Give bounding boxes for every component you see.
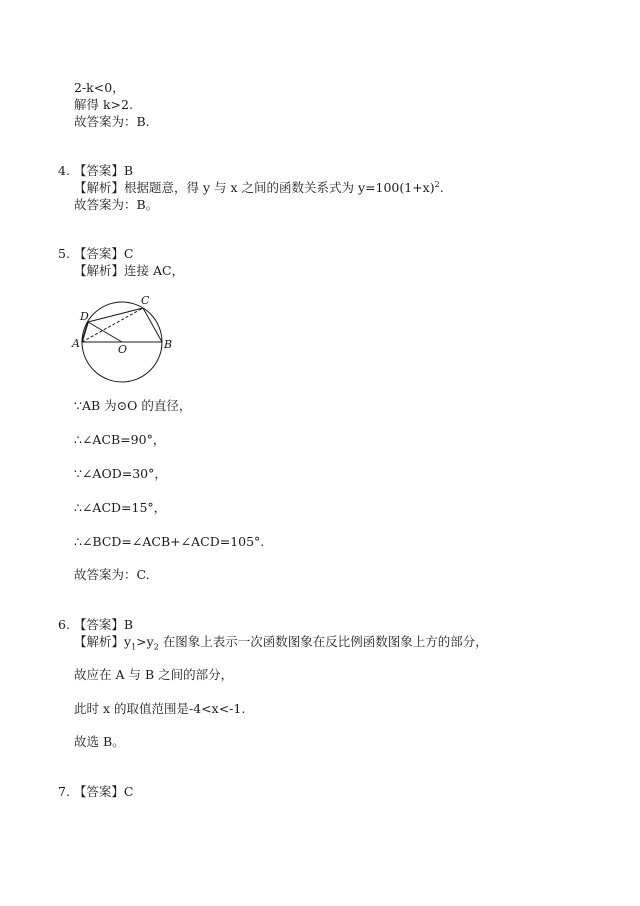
q6-subscript: 2 — [153, 642, 159, 652]
text-line: 2-k<0， — [74, 80, 125, 95]
q6-analysis-end: 在图象上表示一次函数图象在反比例函数图象上方的部分， — [158, 634, 488, 649]
text-line: 故答案为：B. — [74, 114, 150, 129]
q5-step: ∵AB 为⊙O 的直径， — [74, 398, 192, 413]
q5-step: ∴∠BCD=∠ACB+∠ACD=105°. — [74, 534, 265, 549]
q5-step: ∴∠ACB=90°， — [74, 432, 166, 447]
q5-conclusion: 故答案为：C. — [74, 567, 150, 582]
q4-analysis-text: 【解析】根据题意，得 y 与 x 之间的函数关系式为 y=100(1+x) — [74, 180, 435, 195]
circle-diagram — [68, 290, 178, 390]
chord-cb — [143, 308, 162, 342]
text-line: 解得 k>2. — [74, 97, 133, 112]
q6-analysis-mid: >y — [136, 634, 154, 649]
q5-step: ∴∠ACD=15°， — [74, 500, 167, 515]
q5-analysis: 【解析】连接 AC， — [74, 263, 185, 278]
q6-line: 故应在 A 与 B 之间的部分， — [74, 667, 234, 682]
q4-analysis-end: . — [439, 180, 444, 195]
chord-dc — [88, 308, 143, 322]
q4-answer: 4. 【答案】B — [58, 163, 134, 178]
q6-conclusion: 故选 B。 — [74, 734, 125, 749]
q4-analysis — [74, 180, 444, 196]
q4-exponent: 2 — [434, 179, 440, 189]
label-a: A — [72, 337, 80, 350]
q6-line: 此时 x 的取值范围是-4<x<-1. — [74, 701, 246, 716]
q5-answer: 5. 【答案】C — [58, 246, 134, 261]
q6-subscript: 1 — [131, 642, 137, 652]
label-d: D — [80, 310, 89, 323]
label-o: O — [118, 343, 128, 356]
segment-do — [88, 322, 122, 342]
q6-answer: 6. 【答案】B — [58, 617, 134, 632]
q5-step: ∵∠AOD=30°， — [74, 466, 167, 481]
q6-analysis-text: 【解析】y — [74, 634, 132, 649]
label-c: C — [141, 294, 150, 307]
label-b: B — [164, 338, 173, 351]
q6-analysis — [74, 634, 488, 650]
q4-conclusion: 故答案为：B。 — [74, 197, 159, 212]
q7-answer: 7. 【答案】C — [58, 784, 134, 799]
